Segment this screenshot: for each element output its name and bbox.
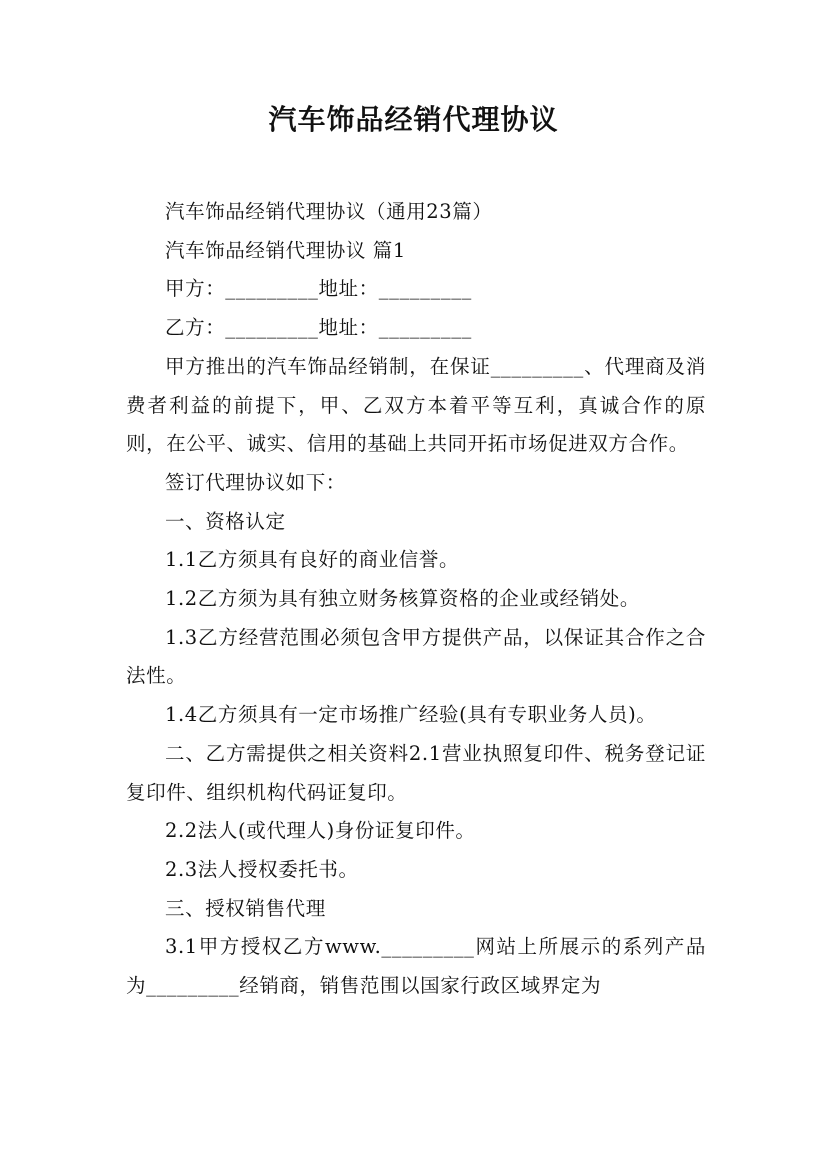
paragraph-clause-2-2: 2.2法人(或代理人)身份证复印件。 (165, 819, 476, 843)
paragraph-heading-authorization: 三、授权销售代理 (165, 896, 326, 920)
paragraph-clause-1-2: 1.2乙方须为具有独立财务核算资格的企业或经销处。 (165, 587, 641, 611)
paragraph-clause-3-1: 3.1甲方授权乙方www._________网站上所展示的系列产品为_________经销商，销售范围以国家行政区域界定为 (126, 935, 706, 998)
paragraph-clause-1-1: 1.1乙方须具有良好的商业信誉。 (165, 548, 460, 572)
paragraph-subtitle: 汽车饰品经销代理协议（通用23篇） (165, 200, 493, 223)
paragraph-party-b: 乙方：_________地址：_________ (165, 316, 472, 340)
paragraph-clause-1-4: 1.4乙方须具有一定市场推广经验(具有专职业务人员)。 (165, 703, 657, 727)
paragraph-heading-documents: 二、乙方需提供之相关资料2.1营业执照复印件、税务登记证复印件、组织机构代码证复印。 (126, 741, 706, 804)
document-title: 汽车饰品经销代理协议 (268, 103, 559, 136)
paragraph-clause-2-3: 2.3法人授权委托书。 (165, 857, 359, 881)
paragraph-party-a: 甲方：_________地址：_________ (165, 277, 472, 301)
paragraph-clause-1-3: 1.3乙方经营范围必须包含甲方提供产品，以保证其合作之合法性。 (126, 625, 706, 688)
document-body (126, 193, 706, 1006)
paragraph-section-heading: 汽车饰品经销代理协议 篇1 (165, 238, 406, 262)
paragraph-preamble: 甲方推出的汽车饰品经销制，在保证_________、代理商及消费者利益的前提下，甲、乙双方本着平等互利，真诚合作的原则，在公平、诚实、信用的基础上共同开拓市场促进双方合作。 (126, 354, 706, 456)
paragraph-agreement-intro: 签订代理协议如下： (165, 470, 346, 494)
paragraph-heading-qualification: 一、资格认定 (165, 509, 286, 533)
